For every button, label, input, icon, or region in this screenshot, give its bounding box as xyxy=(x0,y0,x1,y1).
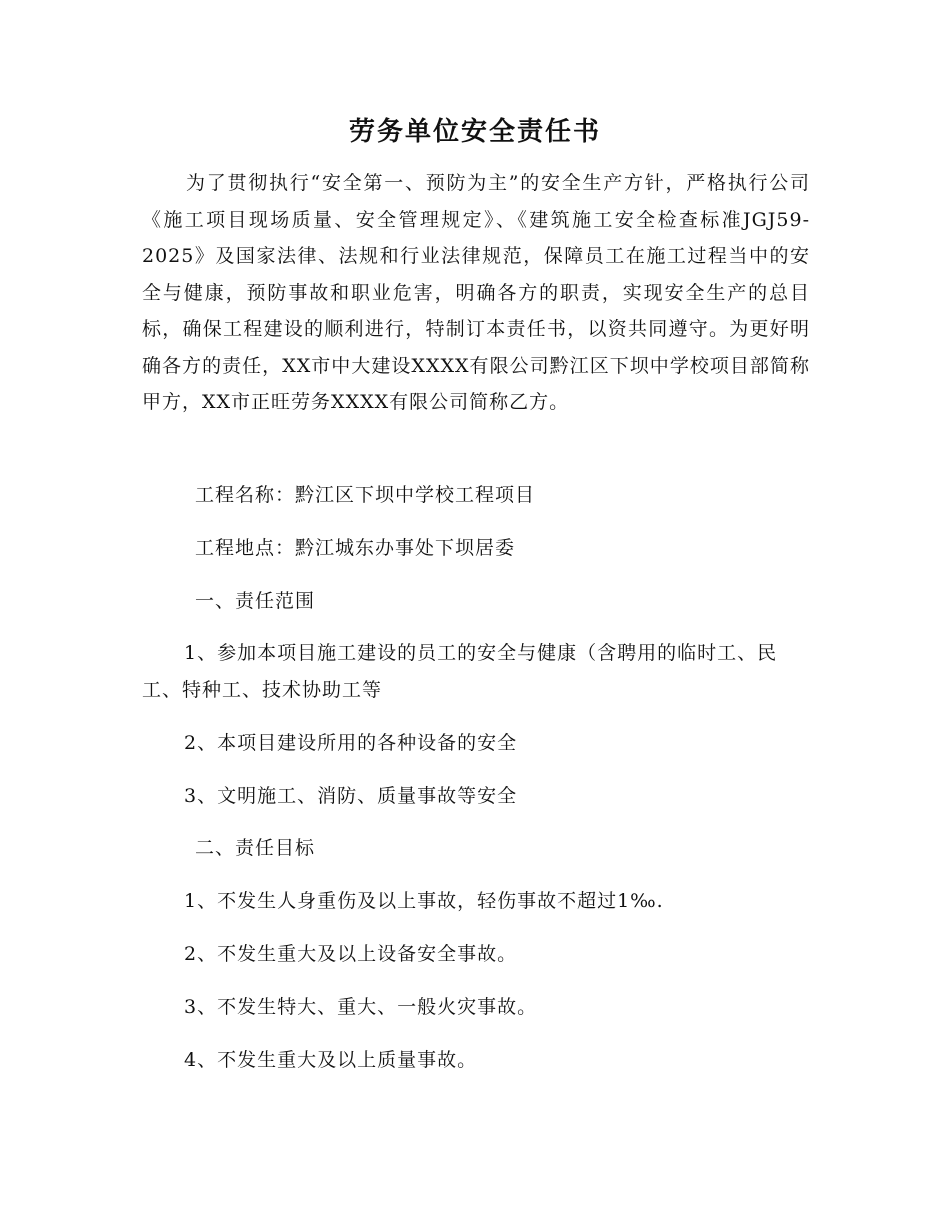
section2-item-2: 2、不发生重大及以上设备安全事故。 xyxy=(184,943,518,965)
section1-heading: 一、责任范围 xyxy=(195,590,316,612)
intro-paragraph: 为了贯彻执行“安全第一、预防为主”的安全生产方针，严格执行公司《施工项目现场质量、安全管理规定》、《建筑施工安全检查标准JGJ59-2025》及国家法律、法规和行业法律规范，保障员工在施工过程当中的安全与健康，预防事故和职业危害，明确各方的职责，实现安全生产的总目标，确保工程建设的顺利进行，特制订本责任书，以资共同遵守。为更好明确各方的责任，XX市中大建设XXXX有限公司黔江区下坝中学校项目部简称甲方，XX市正旺劳务XXXX有限公司简称乙方。 xyxy=(142,172,810,413)
section2-item-1: 1、不发生人身重伤及以上事故，轻伤事故不超过1‰. xyxy=(184,890,664,912)
section1-item-1: 1、参加本项目施工建设的员工的安全与健康（含聘用的临时工、民工、特种工、技术协助工等 xyxy=(142,642,778,701)
document-title: 劳务单位安全责任书 xyxy=(348,117,601,147)
project-name: 工程名称：黔江区下坝中学校工程项目 xyxy=(195,484,536,506)
project-location: 工程地点：黔江城东办事处下坝居委 xyxy=(195,537,516,559)
section1-item-3: 3、文明施工、消防、质量事故等安全 xyxy=(184,785,518,807)
section2-item-4: 4、不发生重大及以上质量事故。 xyxy=(184,1049,478,1071)
section2-item-3: 3、不发生特大、重大、一般火灾事故。 xyxy=(184,996,538,1018)
section1-item-2: 2、本项目建设所用的各种设备的安全 xyxy=(184,732,518,754)
section2-heading: 二、责任目标 xyxy=(195,837,316,859)
